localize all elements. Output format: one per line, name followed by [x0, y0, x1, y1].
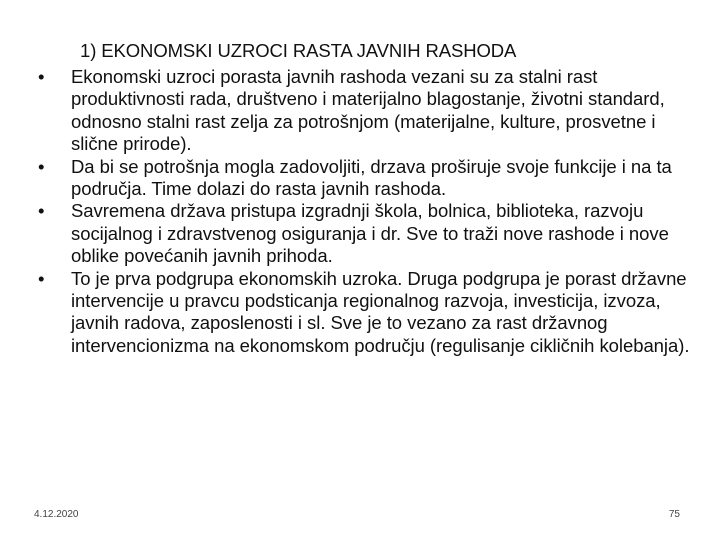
bullet-text: To je prva podgrupa ekonomskih uzroka. Druga podgrupa je porast državne intervencije u pravcu podsticanja regionalnog razvoja, investicija, izvoza, javnih radova, zaposlenosti i sl. Sve je to vezano za rast državnog intervencionizma na ekonomskom području (regulisanje cikličnih kolebanja).: [71, 267, 690, 356]
slide-heading: 1) EKONOMSKI UZROCI RASTA JAVNIH RASHODA: [80, 40, 517, 61]
footer-page-number: 75: [668, 509, 680, 520]
bullet-text: Da bi se potrošnja mogla zadovoljiti, drzava proširuje svoje funkcije i na ta područja. Time dolazi do rasta javnih rashoda.: [71, 155, 672, 200]
bullet-marker: •: [38, 267, 45, 289]
bullet-item-3: [38, 200, 698, 267]
bullet-text: Savremena država pristupa izgradnji škola, bolnica, biblioteka, razvoju socijalnog i zdravstvenog osiguranja i dr. Sve to traži nove rashode i nove oblike povećanih javnih prihoda.: [71, 200, 669, 267]
bullet-list: [38, 66, 698, 357]
bullet-text: Ekonomski uzroci porasta javnih rashoda vezani su za stalni rast produktivnosti rada, društveno i materijalno blagostanje, životni standard, odnosno stalni rast zelja za potrošnjom (materijalne, kulture, prosvetne i slične prirode).: [71, 66, 665, 155]
bullet-item-4: [38, 268, 698, 358]
bullet-marker: •: [38, 155, 45, 177]
bullet-item-2: [38, 156, 698, 201]
footer-date: 4.12.2020: [34, 509, 79, 520]
bullet-marker: •: [38, 66, 45, 87]
bullet-item-1: [38, 66, 698, 156]
bullet-marker: •: [38, 200, 45, 222]
